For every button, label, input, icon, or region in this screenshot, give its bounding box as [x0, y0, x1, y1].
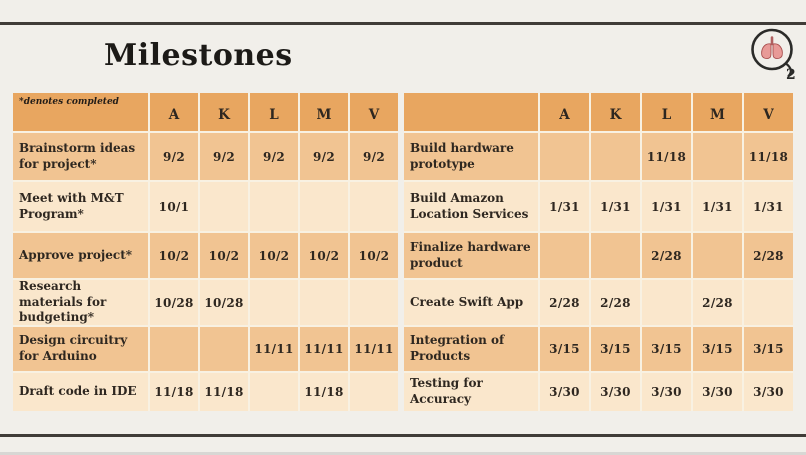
completed-note-label: *denotes completed — [19, 97, 119, 107]
task-cell-label: Approve project* — [19, 247, 133, 262]
date-cell-label: 1/31 — [651, 199, 682, 214]
date-cell — [200, 373, 248, 411]
date-cell — [250, 280, 298, 325]
date-cell — [250, 233, 298, 278]
date-cell — [250, 182, 298, 231]
task-cell-label: Design circuitry for Arduino — [19, 333, 128, 363]
task-cell-label: Brainstorm ideas for project* — [19, 140, 136, 171]
logo-circle — [753, 30, 792, 69]
date-cell — [350, 182, 398, 231]
lungs-icon — [762, 38, 783, 59]
top-rule — [0, 22, 806, 25]
milestones-table-right — [404, 93, 793, 411]
date-cell — [150, 182, 198, 231]
column-header-v-label: V — [368, 106, 380, 123]
date-cell — [744, 280, 793, 325]
date-cell-label: 2/28 — [702, 295, 733, 310]
column-header-m-label: M — [710, 106, 725, 123]
page-title: Milestones — [104, 38, 293, 73]
column-header-a — [540, 93, 589, 131]
column-header-l — [642, 93, 691, 131]
date-cell-label: 10/1 — [158, 199, 190, 214]
date-cell-label: 2/28 — [651, 248, 682, 263]
date-cell — [693, 373, 742, 411]
task-cell — [13, 327, 148, 371]
date-cell — [150, 327, 198, 371]
task-cell-label: Research materials for budgeting* — [19, 279, 107, 325]
date-cell — [540, 182, 589, 231]
date-cell — [540, 327, 589, 371]
date-cell — [744, 327, 793, 371]
date-cell — [200, 233, 248, 278]
date-cell-label: 1/31 — [753, 199, 784, 214]
date-cell-label: 3/15 — [651, 342, 682, 356]
date-cell — [300, 280, 348, 325]
date-cell-label: 2/28 — [600, 295, 631, 310]
task-cell — [404, 373, 538, 411]
date-cell-label: 3/30 — [549, 385, 580, 399]
date-cell — [350, 327, 398, 371]
date-cell — [300, 133, 348, 180]
completed-note — [13, 93, 148, 131]
date-cell — [642, 373, 691, 411]
column-header-k-label: K — [218, 106, 230, 123]
date-cell — [350, 373, 398, 411]
date-cell — [744, 373, 793, 411]
o2-lungs-logo-graphic — [746, 25, 802, 81]
date-cell-label: 11/18 — [204, 385, 244, 399]
task-cell — [13, 133, 148, 180]
task-cell — [13, 373, 148, 411]
task-cell-label: Draft code in IDE — [19, 384, 137, 399]
column-header-a-label: A — [559, 106, 570, 123]
column-header-v — [744, 93, 793, 131]
date-cell-label: 9/2 — [313, 149, 335, 164]
date-cell — [591, 182, 640, 231]
date-cell-label: 11/18 — [748, 149, 789, 164]
date-cell-label: 10/28 — [154, 295, 194, 310]
date-cell-label: 9/2 — [363, 149, 385, 164]
date-cell — [591, 233, 640, 278]
date-cell — [693, 233, 742, 278]
task-cell — [404, 280, 538, 325]
task-cell — [13, 233, 148, 278]
date-cell — [350, 280, 398, 325]
column-header-l — [250, 93, 298, 131]
header-spacer-cell — [404, 93, 538, 131]
column-header-v-label: V — [763, 106, 774, 123]
milestones-table-left — [13, 93, 398, 411]
date-cell — [150, 373, 198, 411]
date-cell — [744, 182, 793, 231]
column-header-v — [350, 93, 398, 131]
date-cell — [300, 182, 348, 231]
date-cell-label: 10/2 — [158, 248, 190, 263]
date-cell-label: 3/30 — [600, 385, 631, 399]
date-cell-label: 10/2 — [358, 248, 390, 263]
task-cell-label: Integration of Products — [410, 333, 505, 363]
date-cell — [250, 133, 298, 180]
date-cell — [540, 133, 589, 180]
column-header-k — [200, 93, 248, 131]
task-cell — [13, 182, 148, 231]
date-cell — [250, 327, 298, 371]
task-cell-label: Build hardware prototype — [410, 140, 514, 171]
date-cell — [693, 327, 742, 371]
date-cell-label: 3/30 — [702, 385, 733, 399]
date-cell-label: 1/31 — [600, 199, 631, 214]
date-cell — [642, 327, 691, 371]
date-cell — [200, 280, 248, 325]
date-cell — [540, 233, 589, 278]
date-cell-label: 9/2 — [213, 149, 235, 164]
task-cell — [404, 327, 538, 371]
task-cell — [404, 233, 538, 278]
column-header-k — [591, 93, 640, 131]
date-cell — [642, 182, 691, 231]
date-cell-label: 1/31 — [702, 199, 733, 214]
date-cell — [300, 373, 348, 411]
date-cell-label: 10/2 — [258, 248, 290, 263]
date-cell — [300, 327, 348, 371]
date-cell-label: 11/18 — [304, 385, 344, 399]
column-header-m — [300, 93, 348, 131]
date-cell-label: 3/30 — [651, 385, 682, 399]
date-cell — [350, 233, 398, 278]
date-cell — [693, 133, 742, 180]
date-cell — [200, 133, 248, 180]
date-cell — [591, 327, 640, 371]
column-header-m — [693, 93, 742, 131]
date-cell — [744, 233, 793, 278]
date-cell — [693, 182, 742, 231]
o2-lungs-logo — [746, 25, 802, 81]
task-cell-label: Meet with M&T Program* — [19, 190, 124, 221]
date-cell-label: 10/2 — [308, 248, 340, 263]
date-cell — [200, 182, 248, 231]
bottom-rule — [0, 434, 806, 437]
date-cell — [200, 327, 248, 371]
date-cell-label: 9/2 — [163, 149, 185, 164]
date-cell — [150, 133, 198, 180]
date-cell-label: 2/28 — [549, 295, 580, 310]
date-cell — [250, 373, 298, 411]
date-cell — [642, 280, 691, 325]
date-cell — [591, 280, 640, 325]
task-cell-label: Create Swift App — [410, 294, 524, 309]
task-cell-label: Build Amazon Location Services — [410, 190, 529, 221]
logo-subscript-2: 2 — [786, 67, 796, 81]
milestones-tables — [13, 93, 793, 411]
date-cell-label: 3/30 — [753, 385, 784, 399]
task-cell-label: Testing for Accuracy — [410, 376, 483, 406]
task-cell — [404, 182, 538, 231]
column-header-l-label: L — [269, 106, 279, 123]
date-cell-label: 3/15 — [549, 342, 580, 356]
date-cell-label: 3/15 — [753, 342, 784, 356]
date-cell — [591, 133, 640, 180]
date-cell-label: 2/28 — [753, 248, 784, 263]
date-cell — [150, 280, 198, 325]
date-cell — [642, 233, 691, 278]
date-cell — [744, 133, 793, 180]
task-cell-label: Finalize hardware product — [410, 239, 531, 270]
date-cell-label: 1/31 — [549, 199, 580, 214]
date-cell-label: 10/2 — [208, 248, 240, 263]
column-header-a-label: A — [168, 106, 180, 123]
date-cell-label: 9/2 — [263, 149, 285, 164]
date-cell — [300, 233, 348, 278]
date-cell-label: 3/15 — [702, 342, 733, 356]
date-cell — [540, 373, 589, 411]
date-cell — [591, 373, 640, 411]
date-cell — [693, 280, 742, 325]
task-cell — [404, 133, 538, 180]
date-cell — [150, 233, 198, 278]
column-header-m-label: M — [316, 106, 332, 123]
date-cell-label: 11/18 — [646, 149, 687, 164]
date-cell — [350, 133, 398, 180]
date-cell — [540, 280, 589, 325]
date-cell-label: 11/11 — [254, 342, 294, 356]
date-cell-label: 10/28 — [204, 295, 244, 310]
date-cell-label: 11/11 — [354, 342, 394, 356]
column-header-l-label: L — [661, 106, 672, 123]
date-cell-label: 3/15 — [600, 342, 631, 356]
column-header-a — [150, 93, 198, 131]
task-cell — [13, 280, 148, 325]
date-cell — [642, 133, 691, 180]
date-cell-label: 11/18 — [154, 385, 194, 399]
column-header-k-label: K — [609, 106, 622, 123]
date-cell-label: 11/11 — [304, 342, 344, 356]
